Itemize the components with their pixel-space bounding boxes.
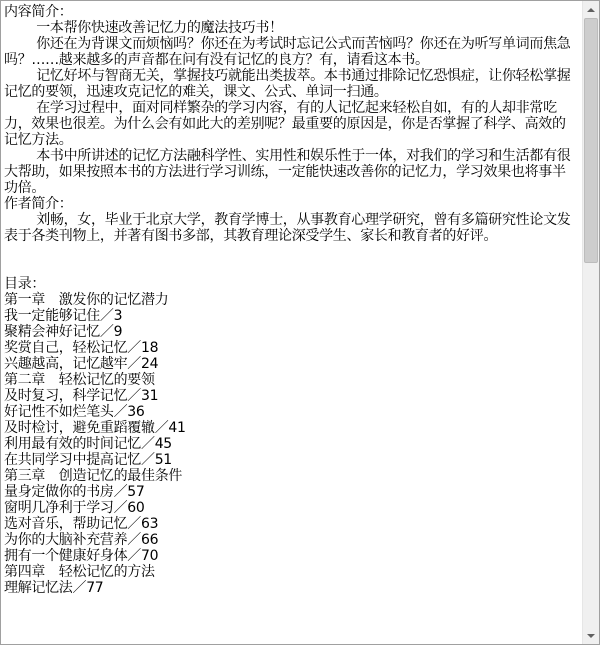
toc-item: 及时检讨，避免重蹈覆辙／41 — [4, 420, 186, 436]
toc-item: 兴趣越高，记忆越牢／24 — [4, 356, 159, 372]
toc-item: 第四章 轻松记忆的方法 — [4, 564, 155, 580]
toc-item: 好记性不如烂笔头／36 — [4, 404, 145, 420]
toc-item: 第二章 轻松记忆的要领 — [4, 372, 155, 388]
toc-item: 聚精会神好记忆／9 — [4, 324, 123, 340]
toc-item: 我一定能够记住／3 — [4, 308, 123, 324]
scroll-down-button[interactable] — [583, 627, 599, 644]
blank-line — [4, 244, 579, 260]
toc-item: 理解记忆法／77 — [4, 580, 104, 596]
text-content-area[interactable] — [1, 1, 579, 644]
toc-item: 选对音乐，帮助记忆／63 — [4, 516, 159, 532]
toc-item: 在共同学习中提高记忆／51 — [4, 452, 172, 468]
intro-paragraph: 你还在为背课文而烦恼吗？你还在为考试时忘记公式而苦恼吗？你还在为听写单词而焦急吗？……越来越多的声音都在问有没有记忆的良方？有，请看这本书。 — [4, 36, 571, 68]
intro-paragraph: 本书中所讲述的记忆方法融科学性、实用性和娱乐性于一体，对我们的学习和生活都有很大帮助，如果按照本书的方法进行学习训练，一定能快速改善你的记忆力，学习效果也将事半功倍。 — [4, 148, 571, 196]
toc-item: 第一章 激发你的记忆潜力 — [4, 292, 169, 308]
intro-heading: 内容简介： — [4, 4, 73, 20]
arrow-down-icon — [587, 634, 595, 638]
toc-item: 第三章 创造记忆的最佳条件 — [4, 468, 183, 484]
scrollbar-thumb[interactable] — [584, 18, 598, 263]
author-paragraph: 刘畅，女，毕业于北京大学，教育学博士，从事教育心理学研究，曾有多篇研究性论文发表于各类刊物上，并著有图书多部，其教育理论深受学生、家长和教育者的好评。 — [4, 212, 571, 244]
author-heading: 作者简介： — [4, 196, 73, 212]
toc-item: 量身定做你的书房／57 — [4, 484, 145, 500]
toc-heading: 目录： — [4, 276, 46, 292]
blank-line — [4, 260, 579, 276]
toc-item: 及时复习，科学记忆／31 — [4, 388, 159, 404]
toc-item: 奖赏自己，轻松记忆／18 — [4, 340, 159, 356]
scroll-up-button[interactable] — [583, 1, 599, 18]
vertical-scrollbar[interactable] — [582, 1, 599, 644]
arrow-up-icon — [587, 8, 595, 12]
intro-paragraph: 记忆好坏与智商无关，掌握技巧就能出类拔萃。本书通过排除记忆恐惧症，让你轻松掌握记忆的要领，迅速攻克记忆的难关，课文、公式、单词一扫通。 — [4, 68, 571, 100]
toc-item: 窗明几净利于学习／60 — [4, 500, 145, 516]
toc-item: 为你的大脑补充营养／66 — [4, 532, 159, 548]
toc-item: 利用最有效的时间记忆／45 — [4, 436, 172, 452]
toc-item: 拥有一个健康好身体／70 — [4, 548, 159, 564]
intro-paragraph: 一本帮你快速改善记忆力的魔法技巧书！ — [36, 20, 283, 36]
intro-paragraph: 在学习过程中，面对同样繁杂的学习内容，有的人记忆起来轻松自如，有的人却非常吃力，效果也很差。为什么会有如此大的差别呢？最重要的原因是，你是否掌握了科学、高效的记忆方法。 — [4, 100, 566, 148]
